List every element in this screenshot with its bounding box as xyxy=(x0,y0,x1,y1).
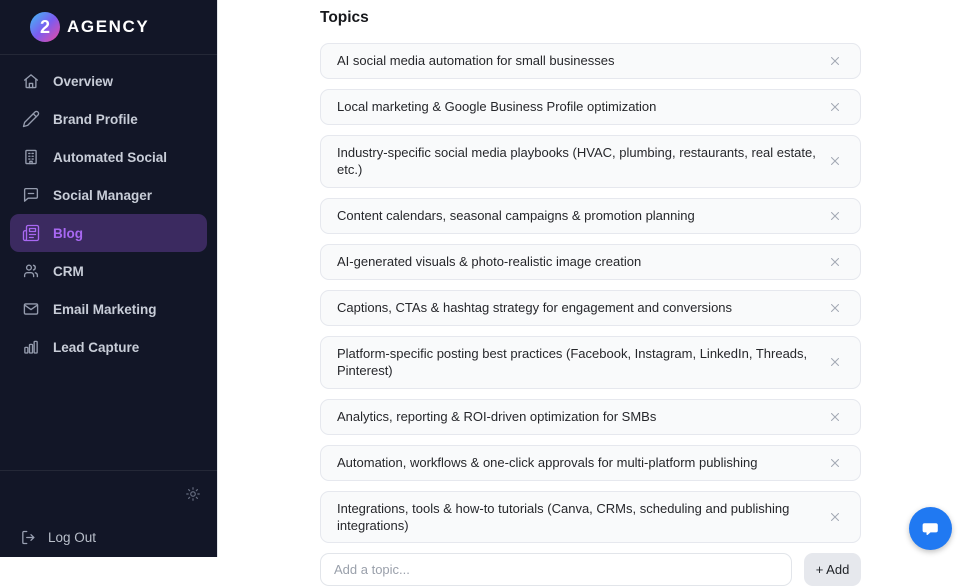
sidebar-item-label: CRM xyxy=(53,263,84,279)
remove-topic-button[interactable] xyxy=(826,52,844,70)
remove-topic-button[interactable] xyxy=(826,299,844,317)
add-topic-row xyxy=(320,553,861,586)
topics-list xyxy=(320,43,861,543)
topic-text: Automation, workflows & one-click approvals for multi-platform publishing xyxy=(337,454,758,470)
logout-icon xyxy=(20,529,37,546)
topic-text: AI social media automation for small businesses xyxy=(337,53,615,69)
logo-text: AGENCY xyxy=(67,17,150,36)
sidebar-item-overview[interactable] xyxy=(10,62,207,100)
topic-row xyxy=(320,43,861,79)
topic-row xyxy=(320,445,861,481)
remove-topic-button[interactable] xyxy=(826,152,844,170)
chat-widget-button[interactable] xyxy=(909,507,952,550)
topic-row xyxy=(320,244,861,280)
sidebar-item-brand-profile[interactable] xyxy=(10,100,207,138)
close-icon xyxy=(829,256,841,268)
logo xyxy=(0,0,217,55)
remove-topic-button[interactable] xyxy=(826,207,844,225)
topic-text: Captions, CTAs & hashtag strategy for engagement and conversions xyxy=(337,300,733,316)
sidebar-item-label: Brand Profile xyxy=(53,111,138,127)
sidebar-item-automated-social[interactable] xyxy=(10,138,207,176)
building-icon xyxy=(22,148,40,166)
sidebar-item-blog[interactable] xyxy=(10,214,207,252)
remove-topic-button[interactable] xyxy=(826,353,844,371)
remove-topic-button[interactable] xyxy=(826,98,844,116)
close-icon xyxy=(829,210,841,222)
sidebar-item-crm[interactable] xyxy=(10,252,207,290)
bar-chart-icon xyxy=(22,338,40,356)
settings-row xyxy=(0,471,217,517)
users-icon xyxy=(22,262,40,280)
add-topic-input[interactable] xyxy=(320,553,792,586)
topic-row xyxy=(320,198,861,234)
sidebar-item-label: Blog xyxy=(53,225,83,241)
remove-topic-button[interactable] xyxy=(826,454,844,472)
sidebar-footer xyxy=(0,470,217,557)
topic-text: Content calendars, seasonal campaigns & promotion planning xyxy=(337,208,695,224)
chat-bubble-icon xyxy=(919,517,943,541)
sidebar-item-email-marketing[interactable] xyxy=(10,290,207,328)
topic-text: Local marketing & Google Business Profile optimization xyxy=(337,99,657,115)
topic-row xyxy=(320,135,861,188)
gear-icon xyxy=(185,486,201,502)
close-icon xyxy=(829,511,841,523)
sidebar-item-label: Overview xyxy=(53,73,114,89)
topic-text: Platform-specific posting best practices (Facebook, Instagram, LinkedIn, Threads, Pinterest) xyxy=(337,345,808,379)
chat-bubble-icon xyxy=(22,186,40,204)
close-icon xyxy=(829,411,841,423)
sidebar-item-label: Email Marketing xyxy=(53,301,157,317)
blog-icon xyxy=(22,224,40,242)
settings-button[interactable] xyxy=(185,486,201,502)
sidebar-nav xyxy=(0,55,217,373)
logout-label: Log Out xyxy=(48,529,97,545)
topic-row xyxy=(320,399,861,435)
close-icon xyxy=(829,55,841,67)
topic-row xyxy=(320,491,861,544)
sidebar-item-label: Social Manager xyxy=(53,187,153,203)
close-icon xyxy=(829,457,841,469)
close-icon xyxy=(829,356,841,368)
brush-icon xyxy=(22,110,40,128)
topic-row xyxy=(320,290,861,326)
mail-icon xyxy=(22,300,40,318)
close-icon xyxy=(829,101,841,113)
sidebar-item-label: Automated Social xyxy=(53,149,168,165)
topic-text: Analytics, reporting & ROI-driven optimization for SMBs xyxy=(337,408,657,424)
topic-text: Integrations, tools & how-to tutorials (Canva, CRMs, scheduling and publishing integrations) xyxy=(337,500,790,534)
topic-text: AI-generated visuals & photo-realistic image creation xyxy=(337,254,642,270)
remove-topic-button[interactable] xyxy=(826,408,844,426)
logout-button[interactable] xyxy=(0,517,217,557)
logo-badge-icon: 2 xyxy=(30,12,60,42)
remove-topic-button[interactable] xyxy=(826,508,844,526)
close-icon xyxy=(829,155,841,167)
sidebar-item-lead-capture[interactable] xyxy=(10,328,207,366)
topic-text: Industry-specific social media playbooks (HVAC, plumbing, restaurants, real estate, etc.) xyxy=(337,145,816,178)
sidebar xyxy=(0,0,218,557)
topic-row xyxy=(320,89,861,125)
home-icon xyxy=(22,72,40,90)
add-topic-button[interactable]: + Add xyxy=(804,553,861,586)
sidebar-item-label: Lead Capture xyxy=(53,339,140,355)
sidebar-item-social-manager[interactable] xyxy=(10,176,207,214)
page-title: Topics xyxy=(320,9,369,26)
main-content xyxy=(320,0,861,586)
close-icon xyxy=(829,302,841,314)
remove-topic-button[interactable] xyxy=(826,253,844,271)
topic-row xyxy=(320,336,861,389)
